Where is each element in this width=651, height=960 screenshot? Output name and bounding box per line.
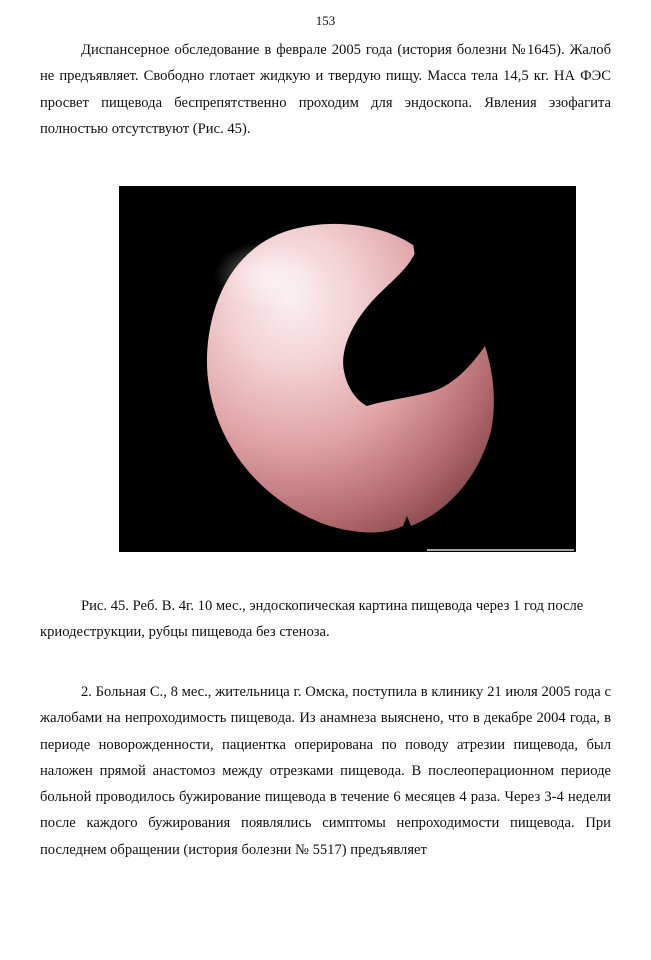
light-reflection xyxy=(214,241,324,311)
paragraph-follow-up: Диспансерное обследование в феврале 2005 года (история болезни №1645). Жалоб не предъявляет. Свободно глотает жидкую и твердую пищу. Масса тела 14,5 кг. НА ФЭС просвет пищевода беспрепятственно проходим для эндоскопа. Явления эзофагита полностью отсутствуют (Рис. 45). xyxy=(40,42,611,137)
page-number: 153 xyxy=(315,13,336,28)
figure-caption: Рис. 45. Реб. В. 4г. 10 мес., эндоскопическая картина пищевода через 1 год после криодеструкции, рубцы пищевода без стеноза. xyxy=(40,598,584,641)
endoscopy-image xyxy=(119,186,576,552)
endoscopy-figure xyxy=(119,186,576,552)
paragraph-case-2: 2. Больная С., 8 мес., жительница г. Омска, поступила в клинику 21 июля 2005 года с жалобами на непроходимость пищевода. Из анамнеза выяснено, что в декабре 2004 года, в периоде новорожденности, пациентка оперирована по поводу атрезии пищевода, был наложен прямой анастомоз между отрезками пищевода. В послеоперационном периоде больной проводилось бужирование пищевода в течение 6 месяцев 4 раза. Через 3-4 недели после каждого бужирования появлялись симптомы непроходимости пищевода. При последнем обращении (история болезни № 5517) предъявляет xyxy=(40,684,611,858)
